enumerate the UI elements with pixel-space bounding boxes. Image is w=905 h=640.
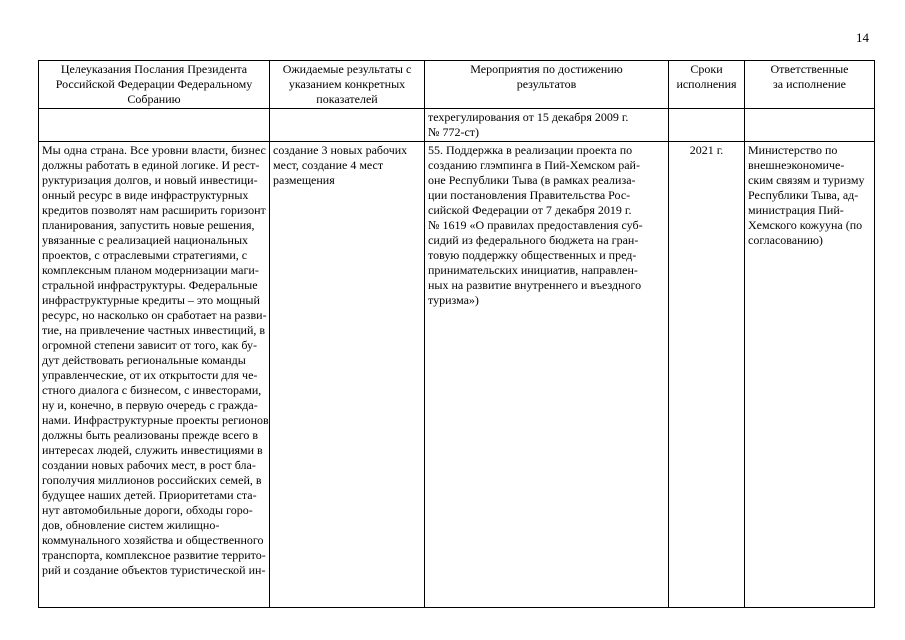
header-deadlines bbox=[669, 61, 745, 109]
text-line: планирования, запустить новые решения, bbox=[42, 218, 255, 232]
text-line: указанием конкретных bbox=[288, 77, 406, 91]
header-expected-results bbox=[270, 61, 425, 109]
text-line: должны работать в единой логике. И рест- bbox=[42, 158, 260, 172]
text-line: Ожидаемые результаты с bbox=[282, 62, 412, 76]
cont-col3 bbox=[425, 109, 669, 142]
text-line: ных на развитие внутреннего и въездного bbox=[428, 278, 642, 292]
text-line: мест, создание 4 мест bbox=[273, 158, 384, 172]
text-line: руктуризация долгов, и новый инвестици- bbox=[42, 173, 258, 187]
text-line: создании новых рабочих мест, в рост бла- bbox=[42, 458, 256, 472]
responsible-text bbox=[745, 142, 875, 608]
header-responsible bbox=[745, 61, 875, 109]
text-line: техрегулирования от 15 декабря 2009 г. bbox=[428, 110, 629, 124]
goals-text bbox=[39, 142, 270, 608]
text-line: за исполнение bbox=[773, 77, 846, 91]
text-line: интересах людей, служить инвестициями в bbox=[42, 443, 263, 457]
text-line: созданию глэмпинга в Пий-Хемском рай- bbox=[428, 158, 640, 172]
text-line: управленческие, от их открытости для че- bbox=[42, 368, 258, 382]
header-row bbox=[39, 61, 875, 109]
text-line: Хемского кожууна (по bbox=[748, 218, 863, 232]
text-line: сийской Федерации от 7 декабря 2019 г. bbox=[428, 203, 632, 217]
text-line: туризма») bbox=[428, 293, 479, 307]
cont-col4 bbox=[669, 109, 745, 142]
text-line: ресурс, но насколько он сработает на разви- bbox=[42, 308, 267, 322]
text-line: согласованию) bbox=[748, 233, 823, 247]
text-line: ну и, конечно, в первую очередь с гражда- bbox=[42, 398, 258, 412]
continuation-row bbox=[39, 109, 875, 142]
text-line: комплексным планом модернизации маги- bbox=[42, 263, 259, 277]
text-line: инфраструктурные кредиты – это мощный bbox=[42, 293, 260, 307]
text-line: Мероприятия по достижению bbox=[470, 62, 623, 76]
measures-text bbox=[425, 142, 669, 608]
text-line: огромной степени зависит от того, как бу- bbox=[42, 338, 258, 352]
text-line: Мы одна страна. Все уровни власти, бизнес bbox=[42, 143, 266, 157]
text-line: размещения bbox=[273, 173, 335, 187]
expected-results-text bbox=[270, 142, 425, 608]
deadline-text bbox=[669, 142, 745, 608]
text-line: Целеуказания Послания Президента bbox=[60, 62, 248, 76]
text-line: стральной инфраструктуры. Федеральные bbox=[42, 278, 258, 292]
cont-col5 bbox=[745, 109, 875, 142]
text-line: создание 3 новых рабочих bbox=[273, 143, 408, 157]
text-line: 55. Поддержка в реализации проекта по bbox=[428, 143, 633, 157]
page-number: 14 bbox=[856, 30, 869, 45]
text-line: проектов, с отраслевыми стратегиями, с bbox=[42, 248, 248, 262]
text-line: ции постановления Правительства Рос- bbox=[428, 188, 631, 202]
text-line: дов, обновление систем жилищно- bbox=[42, 518, 220, 532]
text-line: № 772-ст) bbox=[428, 125, 480, 139]
text-line: оне Республики Тыва (в рамках реализа- bbox=[428, 173, 636, 187]
text-line: рий и создание объектов туристической ин- bbox=[42, 563, 266, 577]
text-line: Республики Тыва, ад- bbox=[748, 188, 859, 202]
text-line: товую поддержку общественных и пред- bbox=[428, 248, 637, 262]
text-line: Министерство по bbox=[748, 143, 838, 157]
text-line: Ответственные bbox=[770, 62, 849, 76]
text-line: увязанные с реализацией национальных bbox=[42, 233, 249, 247]
text-line: кредитов позволят нам расширить горизонт bbox=[42, 203, 266, 217]
text-line: № 1619 «О правилах предоставления суб- bbox=[428, 218, 643, 232]
text-line: показателей bbox=[316, 92, 378, 106]
text-line: 2021 г. bbox=[689, 143, 724, 157]
cont-col2 bbox=[270, 109, 425, 142]
table-row bbox=[39, 142, 875, 608]
text-line: стного диалога с бизнесом, с инвесторами, bbox=[42, 383, 262, 397]
text-line: Российской Федерации Федеральному bbox=[55, 77, 253, 91]
header-measures bbox=[425, 61, 669, 109]
text-line: дут действовать региональные команды bbox=[42, 353, 246, 367]
text-line: транспорта, комплексное развитие террито- bbox=[42, 548, 266, 562]
text-line: Собранию bbox=[127, 92, 181, 106]
text-line: тие, на привлечение частных инвестиций, в bbox=[42, 323, 266, 337]
text-line: должны быть реализованы прежде всего в bbox=[42, 428, 259, 442]
text-line: гополучия миллионов российских семей, в bbox=[42, 473, 262, 487]
text-line: будущее наших детей. Приоритетами ста- bbox=[42, 488, 257, 502]
cont-col1 bbox=[39, 109, 270, 142]
text-line: министрация Пий- bbox=[748, 203, 844, 217]
text-line: нут автомобильные дороги, обходы горо- bbox=[42, 503, 253, 517]
text-line: онный ресурс в виде инфраструктурных bbox=[42, 188, 249, 202]
text-line: результатов bbox=[516, 77, 577, 91]
text-line: принимательских инициатив, направлен- bbox=[428, 263, 638, 277]
text-line: внешнеэкономиче- bbox=[748, 158, 845, 172]
text-line: сидий из федерального бюджета на гран- bbox=[428, 233, 639, 247]
text-line: Сроки bbox=[690, 62, 723, 76]
text-line: исполнения bbox=[676, 77, 737, 91]
text-line: коммунального хозяйства и общественного bbox=[42, 533, 264, 547]
plan-table bbox=[38, 60, 875, 608]
text-line: ским связям и туризму bbox=[748, 173, 865, 187]
header-goals bbox=[39, 61, 270, 109]
text-line: нами. Инфраструктурные проекты регионов bbox=[42, 413, 269, 427]
